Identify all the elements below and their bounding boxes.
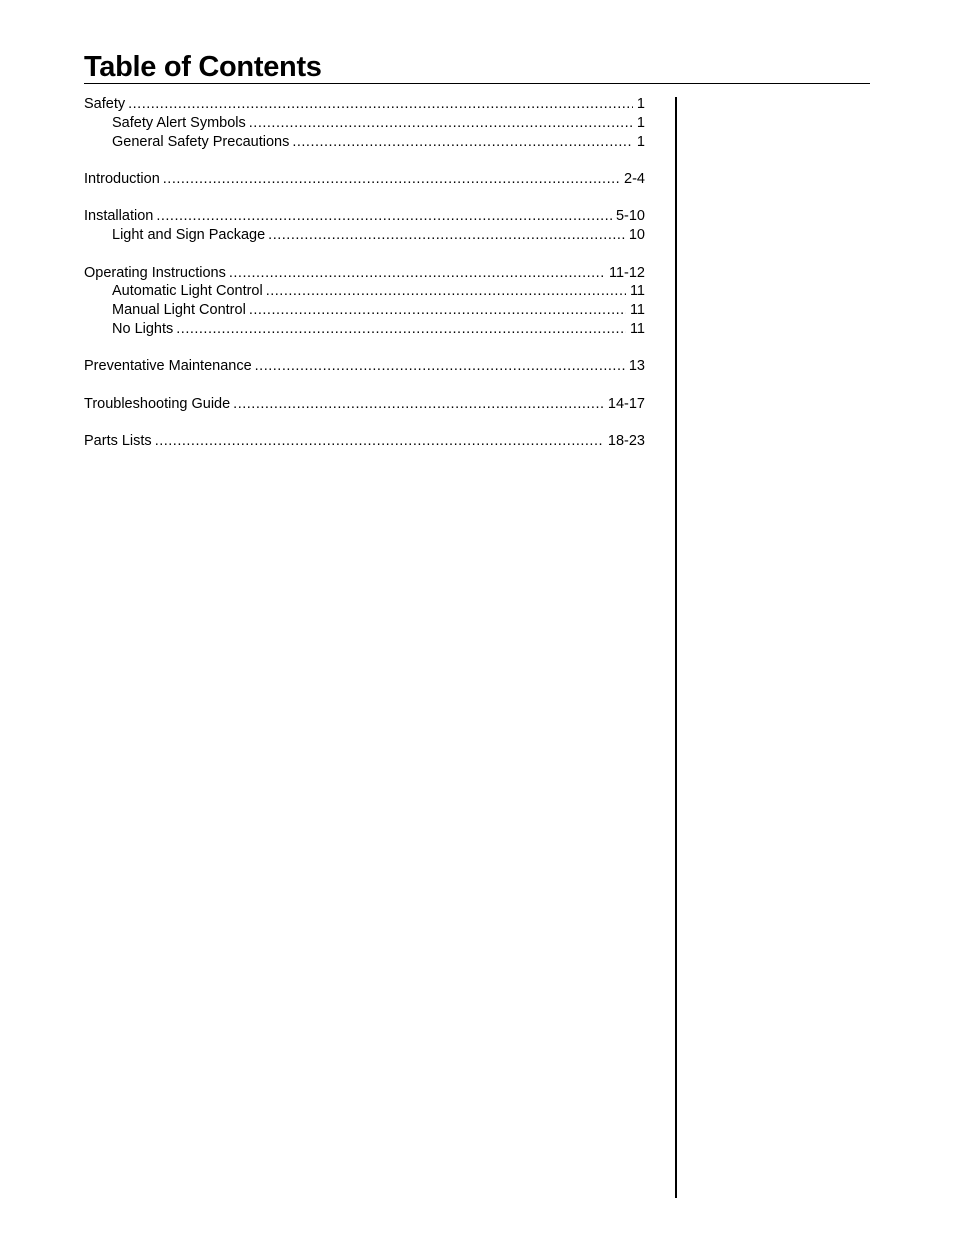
column-divider xyxy=(675,97,677,1198)
toc-dot-leader xyxy=(176,320,626,339)
toc-page-number: 2-4 xyxy=(624,171,645,187)
toc-entry-operating-instructions[interactable] xyxy=(84,264,645,283)
toc-entry-safety-alert-symbols[interactable] xyxy=(112,114,645,133)
toc-entry-label: General Safety Precautions xyxy=(112,134,290,150)
toc-entry-label: Installation xyxy=(84,208,154,224)
toc-page-number: 1 xyxy=(636,96,645,112)
toc-entry-label: Preventative Maintenance xyxy=(84,358,252,374)
toc-entry-installation[interactable] xyxy=(84,207,645,226)
toc-entry-label: Safety Alert Symbols xyxy=(112,115,246,131)
toc-entry-automatic-light-control[interactable] xyxy=(112,282,645,301)
toc-page-number: 10 xyxy=(628,227,645,243)
toc-dot-leader xyxy=(163,170,620,189)
toc-entry-label: No Lights xyxy=(112,321,174,337)
toc-entry-label: Introduction xyxy=(84,171,160,187)
toc-entry-parts-lists[interactable] xyxy=(84,432,645,451)
toc-entry-label: Automatic Light Control xyxy=(112,283,263,299)
toc-page-number: 11 xyxy=(629,283,645,299)
toc-entry-light-and-sign-package[interactable] xyxy=(112,226,645,245)
toc-page-number: 1 xyxy=(636,115,645,131)
toc-entry-safety[interactable] xyxy=(84,95,645,114)
toc-entry-troubleshooting-guide[interactable] xyxy=(84,395,645,414)
toc-entry-label: Safety xyxy=(84,96,126,112)
toc-dot-leader xyxy=(255,357,625,376)
toc-page-number: 14-17 xyxy=(607,396,645,412)
toc-page-number: 18-23 xyxy=(607,433,645,449)
toc-dot-leader xyxy=(249,301,626,320)
toc-entry-label: Parts Lists xyxy=(84,433,152,449)
toc-entry-general-safety-precautions[interactable] xyxy=(112,133,645,152)
toc-dot-leader xyxy=(156,207,612,226)
toc-dot-leader xyxy=(266,282,626,301)
toc-page-number: 13 xyxy=(628,358,645,374)
toc-dot-leader xyxy=(268,226,625,245)
toc-entry-introduction[interactable] xyxy=(84,170,645,189)
toc-entry-no-lights[interactable] xyxy=(112,320,645,339)
toc-entry-label: Manual Light Control xyxy=(112,302,246,318)
toc-dot-leader xyxy=(128,95,633,114)
toc-page-number: 5-10 xyxy=(615,208,645,224)
toc-entry-label: Light and Sign Package xyxy=(112,227,266,243)
toc-dot-leader xyxy=(229,264,605,283)
toc-dot-leader xyxy=(292,133,633,152)
toc-page-number: 1 xyxy=(636,134,645,150)
toc-dot-leader xyxy=(155,432,604,451)
toc-entry-label: Operating Instructions xyxy=(84,265,226,281)
toc-dot-leader xyxy=(249,114,633,133)
toc-entry-label: Troubleshooting Guide xyxy=(84,396,231,412)
title-underline xyxy=(84,83,870,84)
toc-entry-manual-light-control[interactable] xyxy=(112,301,645,320)
toc-entry-preventative-maintenance[interactable] xyxy=(84,357,645,376)
toc-page-number: 11 xyxy=(629,302,645,318)
toc-dot-leader xyxy=(233,395,604,414)
page-title: Table of Contents xyxy=(84,51,322,83)
toc-page-number: 11 xyxy=(629,321,645,337)
toc-page-number: 11-12 xyxy=(608,265,645,281)
